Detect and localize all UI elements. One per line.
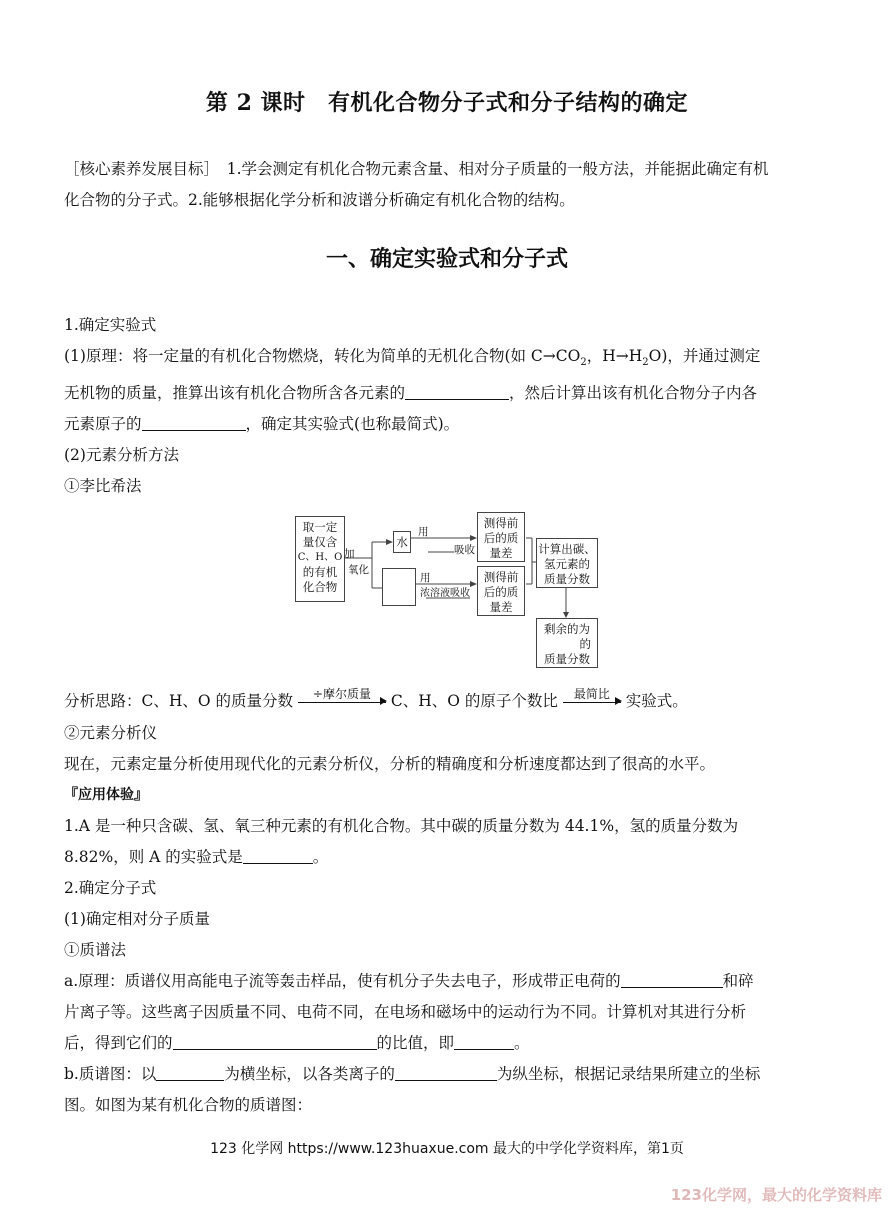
goals-line1: 1.学会测定有机化合物元素含量、相对分子质量的一般方法，并能据此确定有机	[211, 160, 769, 178]
page-footer: 123 化学网 https://www.123huaxue.com 最大的中学化学资料库，第1页	[210, 1141, 684, 1157]
item-molecular-formula: 2.确定分子式	[64, 879, 157, 897]
calc-box: 计算出碳、 氢元素的 质量分数	[536, 538, 598, 588]
principle-line1: (1)原理：将一定量的有机化合物燃烧，转化为简单的无机化合物(如 $C\to CO_2$，$H\to H_2O$)，并通过测定	[64, 347, 761, 369]
item-mass-spec: ①质谱法	[64, 941, 127, 959]
blank-box	[382, 568, 416, 606]
liebig-diagram	[294, 512, 606, 668]
measure-box-1: 测得前 后的质 量差	[477, 512, 525, 562]
paragraph-block-2	[64, 718, 834, 1121]
blank	[156, 1062, 224, 1081]
item-liebig: ①李比希法	[64, 477, 142, 496]
core-goals	[64, 154, 834, 216]
use-label-2: 用	[420, 572, 431, 584]
watermark: 123化学网，最大的化学资料库	[670, 1186, 882, 1204]
mass-spec-principle-1: a.原理：质谱仪用高能电子流等轰击样品，使有机分子失去电子，形成带正电荷的 和碎	[64, 966, 834, 997]
question-1-line1: 1.A 是一种只含碳、氢、氧三种元素的有机化合物。其中碳的质量分数为 44.1%，氢的质量分数为	[64, 817, 739, 835]
section-heading: 一、确定实验式和分子式	[325, 246, 568, 272]
blank	[243, 845, 313, 864]
principle-line2: 无机物的质量，推算出该有机化合物所含各元素的 ，然后计算出该有机化合物分子内各	[64, 378, 834, 409]
rest-box: 剩余的为 的 质量分数	[536, 618, 598, 668]
page-title: 第 2 课时 有机化合物分子式和分子结构的确定	[205, 90, 689, 116]
analysis-line: 分析思路：C、H、O 的质量分数 ÷摩尔质量 C、H、O 的原子个数比 最简比 实验式。	[64, 687, 688, 710]
apply-label: 『应用体验』	[64, 787, 148, 803]
absorb-label-1: 吸收	[454, 544, 475, 556]
blank	[454, 1031, 514, 1050]
paragraph-block-1	[64, 310, 834, 502]
analyzer-desc: 现在，元素定量分析使用现代化的元素分析仪，分析的精确度和分析速度都达到了很高的水平。	[64, 755, 716, 773]
use-label-1: 用	[418, 526, 429, 538]
blank	[142, 412, 246, 431]
arrow-simplest-ratio: 最简比	[563, 701, 621, 703]
goals-line2: 化合物的分子式。2.能够根据化学分析和波谱分析确定有机化合物的结构。	[64, 191, 575, 209]
mass-spectrum-desc-1: b.质谱图：以 为横坐标，以各类离子的 为纵坐标，根据记录结果所建立的坐标	[64, 1059, 834, 1090]
item-relative-mass: (1)确定相对分子质量	[64, 910, 210, 928]
mass-spec-principle-3: 后，得到它们的 的比值，即 。	[64, 1028, 834, 1059]
oxidize-label-1: 加	[344, 548, 355, 560]
item-element-analyzer: ②元素分析仪	[64, 724, 158, 742]
blank	[621, 969, 723, 988]
goals-label: ［核心素养发展目标］	[64, 160, 212, 178]
blank	[173, 1031, 377, 1050]
measure-box-2: 测得前 后的质 量差	[477, 566, 525, 616]
principle-line3: 元素原子的 ，确定其实验式(也称最简式)。	[64, 409, 834, 440]
mass-spec-principle-2: 片离子等。这些离子因质量不同、电荷不同，在电场和磁场中的运动行为不同。计算机对其进行分析	[64, 1003, 747, 1021]
sample-box: 取一定 量仅含 C、H、O 的有机 化合物	[295, 516, 345, 602]
blank	[395, 1062, 497, 1081]
oxidize-label-2: 氧化	[348, 564, 369, 576]
water-box: 水	[393, 531, 411, 553]
absorb-label-2: 浓溶液吸收	[420, 588, 470, 599]
question-1-line2: 8.82%，则 A 的实验式是 。	[64, 842, 834, 873]
blank	[405, 381, 509, 400]
arrow-molar-mass: ÷摩尔质量	[298, 701, 386, 703]
item-element-analysis: (2)元素分析方法	[64, 446, 179, 465]
mass-spectrum-desc-2: 图。如图为某有机化合物的质谱图：	[64, 1096, 313, 1114]
item-determine-empirical: 1.确定实验式	[64, 316, 157, 334]
